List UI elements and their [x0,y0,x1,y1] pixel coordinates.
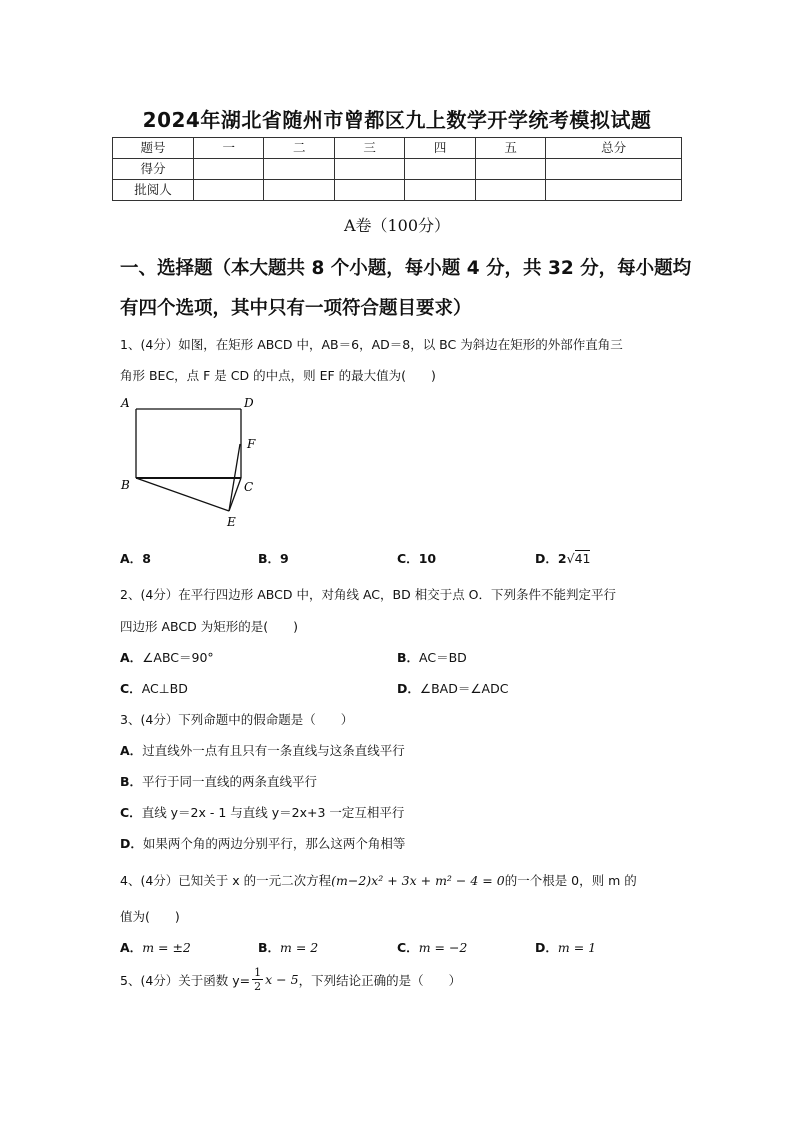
option-letter: D． [535,940,558,955]
fig-label-e: E [227,515,236,529]
q1-figure [115,392,275,532]
q2-option-a[interactable] [120,648,214,666]
option-letter: D． [397,681,420,696]
grader-cell[interactable] [264,180,334,201]
option-text: 直线 y＝2x - 1 与直线 y＝2x+3 一定互相平行 [141,805,405,820]
q4-equation: (m−2)x² + 3x + m² − 4 = 0 [331,873,505,888]
fig-label-a: A [121,396,130,410]
grader-cell[interactable] [194,180,264,201]
grader-row-label: 批阅人 [113,180,194,201]
sqrt-sign-icon: √ [566,551,575,566]
score-cell[interactable] [334,159,404,180]
fig-label-c: C [244,480,254,494]
score-table-header-row [113,138,682,159]
q3-option-c[interactable] [120,803,404,821]
option-letter: D． [535,551,558,566]
option-letter: C． [120,681,142,696]
option-text: 过直线外一点有且只有一条直线与这条直线平行 [142,743,405,758]
grader-cell[interactable] [475,180,545,201]
q4-prefix: 4、(4分）已知关于 x 的一元二次方程 [120,873,332,888]
q4-option-a[interactable] [120,938,191,956]
option-text: m = 1 [557,940,597,955]
grader-cell[interactable] [334,180,404,201]
q3-option-d[interactable] [120,834,405,852]
q4-option-b[interactable] [258,938,318,956]
q1-stem-line1: 1、(4分）如图，在矩形 ABCD 中，AB＝6，AD＝8，以 BC 为斜边在矩形的外部作直角三 [120,337,623,352]
score-row-label: 得分 [113,159,194,180]
score-table-row [113,180,682,201]
option-text: m = −2 [418,940,468,955]
option-letter: C． [397,940,419,955]
fig-line-ce [229,478,241,511]
q4-option-c[interactable] [397,938,467,956]
fig-label-d: D [244,396,254,410]
fraction-denominator: 2 [254,980,262,993]
option-text: m = 2 [280,940,319,955]
score-table [112,137,682,201]
option-text: AC＝BD [419,650,467,665]
option-letter: C． [397,551,419,566]
q1-option-c[interactable] [397,549,436,567]
option-text: ∠ABC＝90° [142,650,214,665]
fig-label-f: F [247,437,256,451]
q1-stem-line2: 角形 BEC，点 F 是 CD 的中点，则 EF 的最大值为( ) [120,368,436,383]
option-text: 8 [142,551,151,566]
q4-stem-line2: 值为( ) [120,909,180,924]
score-cell[interactable] [264,159,334,180]
grader-cell[interactable] [546,180,682,201]
fraction [252,966,263,993]
option-letter: B． [258,551,281,566]
option-text: 2 [557,551,567,566]
option-text: AC⊥BD [141,681,188,696]
score-table-header-cell: 四 [405,138,475,159]
q5-expression: x − 5 [265,972,299,987]
option-letter: B． [397,650,420,665]
page-title: 2024年湖北省随州市曾都区九上数学开学统考模拟试题 [142,108,652,132]
q2-option-c[interactable] [120,679,188,697]
q3-option-b[interactable] [120,772,317,790]
q3-option-a[interactable] [120,741,405,759]
part1-heading-line1: 一、选择题（本大题共 8 个小题，每小题 4 分，共 32 分，每小题均 [120,258,692,279]
option-text: 10 [418,551,437,566]
sqrt-radicand: 41 [574,551,591,566]
q4-suffix: 的一个根是 0，则 m 的 [504,873,637,888]
q2-stem-line2: 四边形 ABCD 为矩形的是( ) [120,619,298,634]
fig-label-b: B [121,478,130,492]
q4-stem-line1 [120,871,637,889]
option-letter: A． [120,940,143,955]
option-text: 如果两个角的两边分别平行，那么这两个角相等 [142,836,406,851]
option-letter: A． [120,650,143,665]
q4-option-d[interactable] [535,938,596,956]
score-table-header-cell: 总分 [546,138,682,159]
score-table-header-cell: 一 [194,138,264,159]
score-table-header-cell: 二 [264,138,334,159]
option-text: 9 [280,551,289,566]
option-letter: A． [120,551,143,566]
q5-suffix: ，下列结论正确的是（ ） [298,972,462,988]
score-cell[interactable] [546,159,682,180]
q1-option-b[interactable] [258,549,289,567]
option-letter: D． [120,836,143,851]
option-text: ∠BAD＝∠ADC [419,681,509,696]
score-cell[interactable] [194,159,264,180]
q2-option-b[interactable] [397,648,467,666]
score-table-row [113,159,682,180]
option-letter: B． [120,774,143,789]
fraction-numerator: 1 [254,966,262,979]
score-cell[interactable] [475,159,545,180]
q1-option-d[interactable] [535,549,590,567]
score-cell[interactable] [405,159,475,180]
score-table-header-cell: 五 [475,138,545,159]
option-text: 平行于同一直线的两条直线平行 [142,774,318,789]
score-table-header-cell: 三 [334,138,404,159]
part1-heading-line2: 有四个选项，其中只有一项符合题目要求） [120,298,472,319]
grader-cell[interactable] [405,180,475,201]
q3-stem: 3、(4分）下列命题中的假命题是（ ） [120,712,354,727]
section-a-label: A卷（100分） [343,216,451,235]
q2-stem-line1: 2、(4分）在平行四边形 ABCD 中，对角线 AC，BD 相交于点 O．下列条件不能判定平行 [120,587,617,602]
option-letter: C． [120,805,142,820]
q5-prefix: 5、(4分）关于函数 y= [120,972,251,988]
option-letter: B． [258,940,281,955]
option-letter: A． [120,743,143,758]
q5-stem [120,966,461,993]
fig-line-be [136,478,229,511]
score-table-header-cell: 题号 [113,138,194,159]
q1-option-a[interactable] [120,549,151,567]
option-text: m = ±2 [142,940,191,955]
q2-option-d[interactable] [397,679,508,697]
